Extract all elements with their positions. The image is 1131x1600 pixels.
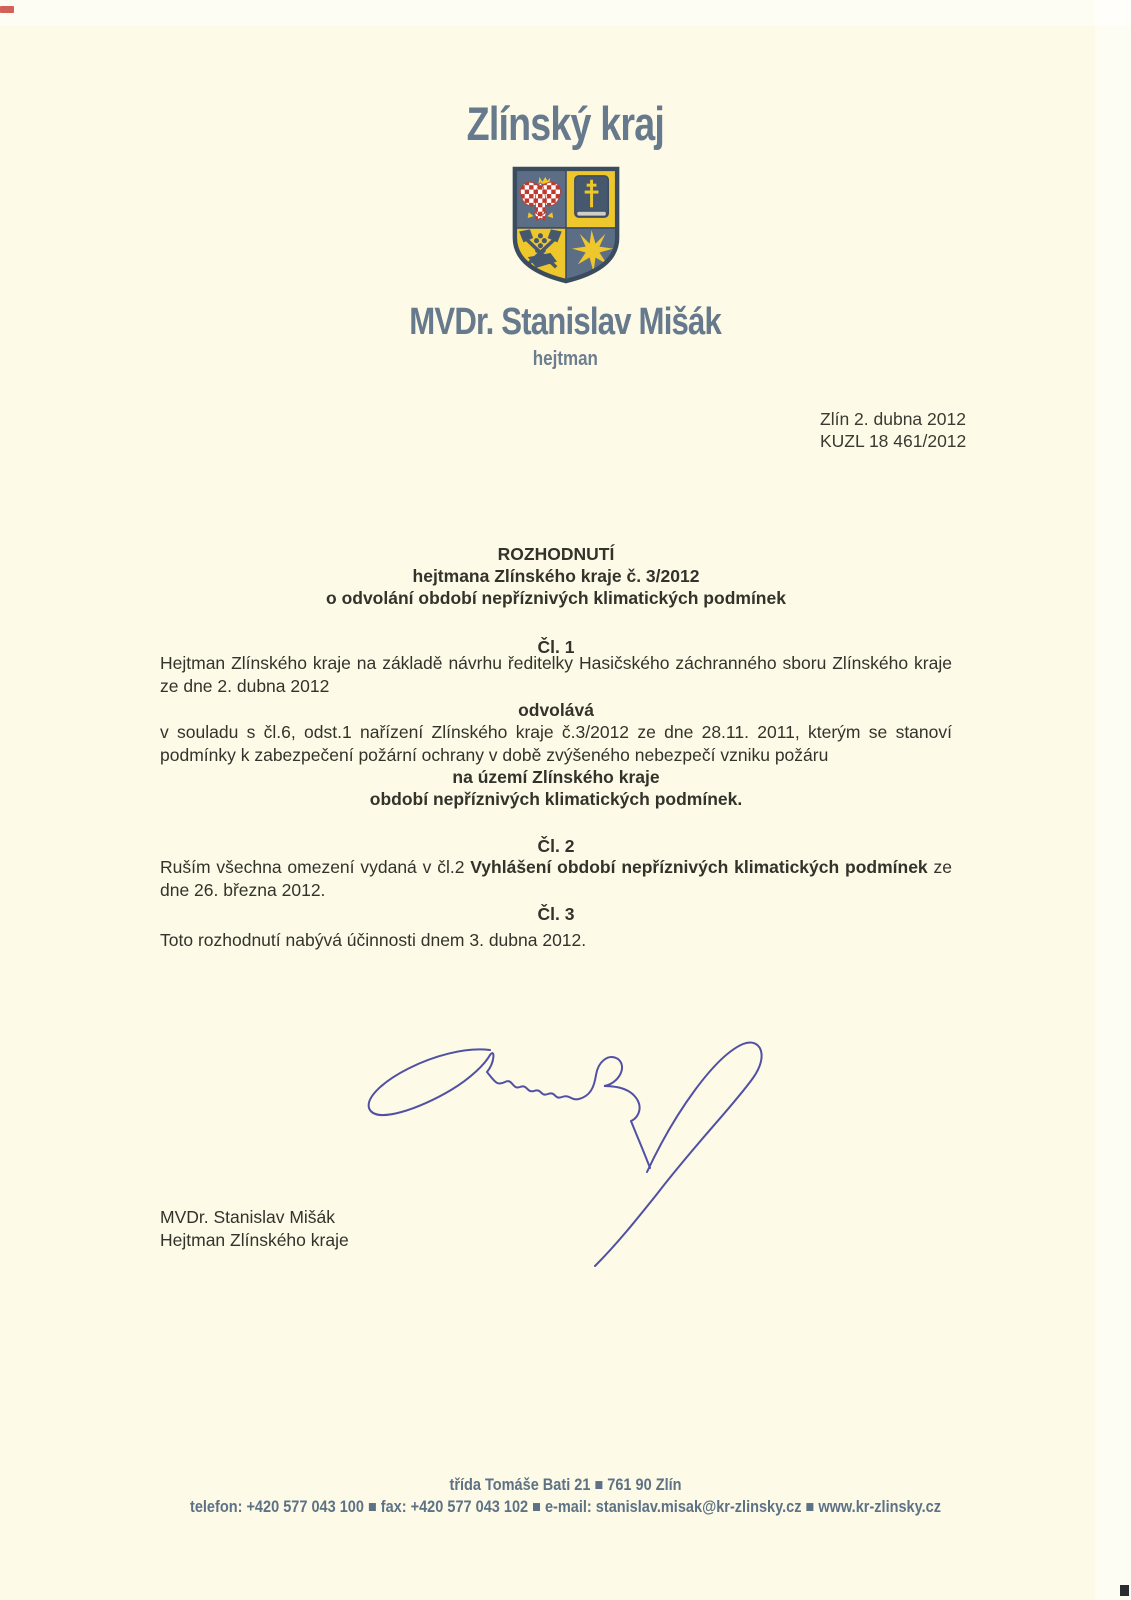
ref-number: KUZL 18 461/2012 (820, 431, 967, 451)
org-name: Zlínský kraj (466, 97, 665, 150)
article1-heading: Čl. 1 (537, 637, 575, 657)
doc-title-line2: hejtmana Zlínského kraje č. 3/2012 (412, 566, 700, 586)
article3-heading: Čl. 3 (537, 904, 575, 924)
article2-heading: Čl. 2 (537, 836, 575, 856)
signatory-name: MVDr. Stanislav Mišák (160, 1207, 336, 1227)
footer-address: třída Tomáše Bati 21 ■ 761 90 Zlín (449, 1476, 682, 1494)
person-title: hejtman (532, 348, 599, 370)
person-name: MVDr. Stanislav Mišák (409, 301, 722, 343)
article2-text-bold: Vyhlášení období nepříznivých klimatických podmínek (470, 857, 928, 877)
article2-paragraph (160, 856, 952, 901)
scan-artifact-red-mark (0, 6, 14, 13)
article1-center-word: odvolává (518, 700, 594, 720)
footer (0, 1474, 1131, 1518)
article3-paragraph: Toto rozhodnutí nabývá účinnosti dnem 3. dubna 2012. (160, 930, 587, 950)
article1-paragraph2: v souladu s čl.6, odst.1 nařízení Zlínského kraje č.3/2012 ze dne 28.11. 2011, kterým se stanoví podmínky k zabezpečení požární ochrany v době zvýšeného nebezpečí vzniku požáru (160, 722, 952, 765)
scan-artifact-top (0, 0, 1131, 26)
letterhead (0, 96, 1131, 371)
article2-text-post: ze dne 26. března 2012. (160, 857, 952, 900)
article1-paragraph1: Hejtman Zlínského kraje na základě návrhu ředitelky Hasičského záchranného sboru Zlínského kraje ze dne 2. dubna 2012 (160, 653, 952, 696)
signature-image (345, 1012, 785, 1270)
place-date: Zlín 2. dubna 2012 (820, 409, 966, 429)
article2-text-pre: Ruším všechna omezení vydaná v čl.2 (160, 857, 471, 877)
signatory-block (160, 1206, 349, 1252)
footer-contacts: telefon: +420 577 043 100 ■ fax: +420 577 043 102 ■ e-mail: stanislav.misak@kr-zlinsky.cz ■ www.kr-zlinsky.cz (189, 1498, 941, 1516)
doc-title (160, 543, 952, 609)
signatory-title: Hejtman Zlínského kraje (160, 1230, 349, 1250)
meta-block (820, 408, 966, 452)
scan-artifact-corner-mark (1120, 1585, 1129, 1596)
doc-title-line3: o odvolání období nepříznivých klimatických podmínek (326, 588, 786, 608)
article1-center-line2: období nepříznivých klimatických podmínek. (369, 789, 743, 809)
coat-of-arms-icon (507, 163, 625, 287)
article1-center-line1: na území Zlínského kraje (452, 767, 660, 787)
doc-title-line1: ROZHODNUTÍ (497, 544, 615, 564)
book-emblem (574, 176, 607, 217)
